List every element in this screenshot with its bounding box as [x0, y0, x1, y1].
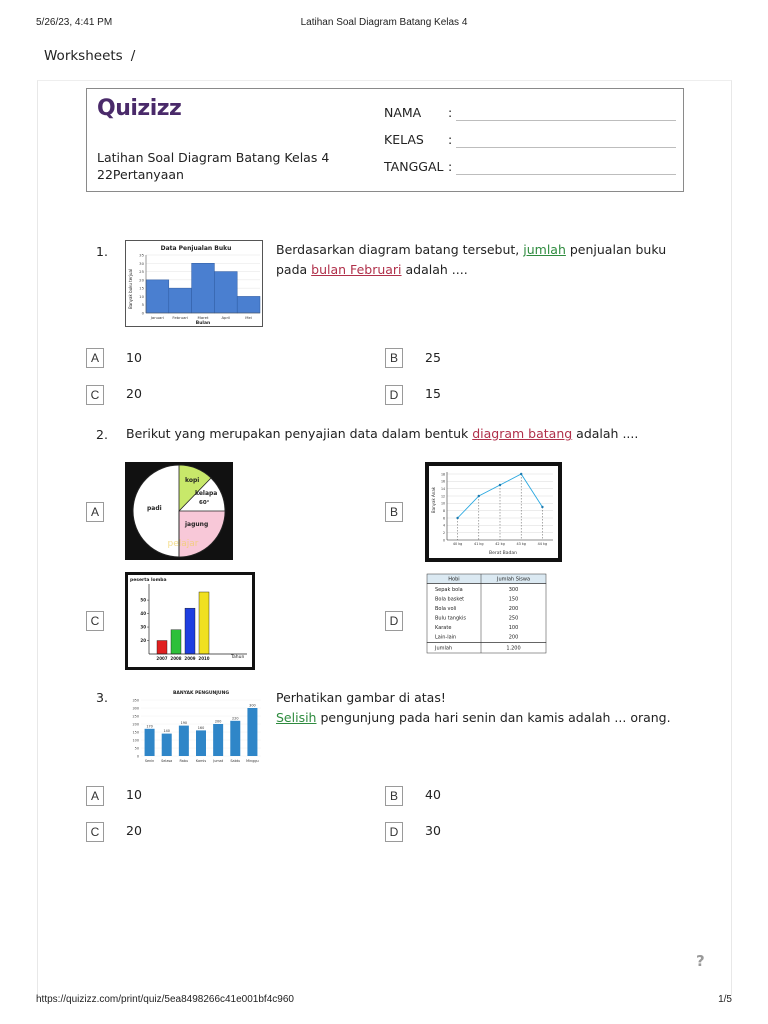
q1-chart-image: [125, 240, 263, 327]
q3-ytick-label: 300: [132, 706, 139, 711]
q1-ytick-label: 30: [139, 260, 144, 266]
print-header: [0, 17, 768, 31]
q2-line-ytick-label: 0: [442, 538, 445, 543]
q1-option-c-value: 20: [126, 386, 142, 401]
q3-ytick-label: 50: [134, 746, 139, 751]
q3-chart-title: BANYAK PENGUNJUNG: [172, 691, 230, 696]
q1-xtick-label: April: [221, 315, 231, 320]
q3-bar-value-label: 190: [180, 721, 188, 726]
q1-ytick-label: 5: [141, 302, 144, 308]
table-total-value: 1.200: [506, 645, 521, 652]
pie-watermark: pelajar: [167, 539, 199, 549]
name-colon: :: [448, 105, 453, 120]
q2-line-ylabel: Banyak Anak: [431, 486, 436, 514]
q3-xtick-label: Senin: [144, 759, 155, 763]
worksheet-info-box: [86, 88, 684, 192]
table-cell: Bola basket: [435, 596, 465, 603]
q3-xtick-label: Kamis: [195, 759, 207, 763]
name-line: [456, 120, 676, 121]
breadcrumb: [44, 48, 135, 64]
print-datetime: 5/26/23, 4:41 PM: [36, 17, 113, 28]
q3-highlight-selisih[interactable]: Selisih: [276, 710, 317, 725]
q2-line-xtick-label: 44 kg: [537, 542, 548, 546]
q1-xtick-label: Mei: [245, 315, 252, 320]
q3-option-c-value: 20: [126, 823, 142, 838]
pie-label-kopi: kopi: [185, 477, 200, 484]
q3-option-b-box[interactable]: B: [385, 786, 403, 806]
q3-ytick-label: 250: [132, 714, 139, 719]
q2-highlight-diagram-batang[interactable]: diagram batang: [472, 426, 573, 441]
q1-text-a: Berdasarkan diagram batang tersebut,: [276, 242, 524, 257]
q2-line-point: [478, 495, 480, 497]
q3-option-d-box[interactable]: D: [385, 822, 403, 842]
q2-line-xtick-label: 43 kg: [516, 542, 526, 546]
q1-option-a-box[interactable]: A: [86, 348, 104, 368]
q1-option-b-box[interactable]: B: [385, 348, 403, 368]
q3-option-a-value: 10: [126, 787, 142, 802]
q2-line-ytick-label: 18: [440, 472, 445, 477]
q3-xtick-label: Jumat: [213, 759, 224, 763]
q2-question-text: [126, 424, 686, 444]
q2-bar: [185, 608, 195, 654]
q2-option-d-table-image[interactable]: [425, 572, 549, 670]
q2-line-xtick-label: 41 kg: [474, 542, 484, 546]
q3-number: 3.: [96, 690, 108, 705]
q3-xtick-label: Minggu: [246, 759, 259, 763]
table-total-label: Jumlah: [435, 645, 453, 652]
q1-highlight-jumlah[interactable]: jumlah: [523, 242, 566, 257]
print-page-number: 1/5: [718, 994, 732, 1005]
q3-question-text: [276, 688, 686, 728]
q1-ytick-label: 0: [141, 310, 144, 316]
q1-bar: [192, 263, 215, 313]
q1-ytick-label: 20: [139, 277, 144, 283]
q1-option-c-box[interactable]: C: [86, 385, 104, 405]
q2-line-ytick-label: 12: [440, 494, 445, 499]
q1-chart-xlabel: Bulan: [195, 321, 211, 326]
q1-ytick-label: 35: [139, 252, 144, 258]
q2-line-point: [520, 473, 522, 475]
q2-line-xlabel: Berat Badan: [489, 551, 517, 556]
q2-bar-ytick-label: 30: [140, 624, 146, 630]
q1-ytick-label: 25: [139, 269, 144, 275]
table-header-cell: Jumlah Siswa: [496, 576, 531, 583]
q2-data-table: [425, 572, 549, 670]
q1-bar: [214, 272, 237, 313]
q2-option-a-box[interactable]: A: [86, 502, 104, 522]
q2-bar-ytick-label: 20: [140, 638, 146, 644]
q2-bar-xtick-label: 2008: [170, 656, 182, 661]
q3-option-d-value: 30: [425, 823, 441, 838]
q3-bar-value-label: 220: [232, 716, 239, 721]
print-url: https://quizizz.com/print/quiz/5ea8498266c41e001bf4c960: [36, 994, 294, 1005]
q1-bar: [169, 288, 192, 313]
q3-line2: [276, 708, 686, 728]
q3-bar: [196, 730, 206, 756]
q2-bar-xtick-label: 2009: [184, 656, 196, 661]
table-cell: Bulu tangkis: [435, 615, 467, 622]
q1-xtick-label: Februari: [172, 315, 189, 320]
q2-line-ytick-label: 6: [442, 516, 445, 521]
q2-line-point: [541, 506, 543, 508]
help-icon[interactable]: ?: [696, 952, 705, 970]
q2-line-ytick-label: 10: [440, 501, 445, 506]
q2-bar-xtick-label: 2007: [156, 656, 168, 661]
q3-bar-value-label: 170: [146, 724, 153, 729]
q3-xtick-label: Sabtu: [230, 759, 241, 763]
q1-option-d-box[interactable]: D: [385, 385, 403, 405]
q3-bar: [213, 724, 223, 756]
table-cell: Bola voli: [435, 606, 457, 612]
q2-option-c-bar-image[interactable]: [125, 572, 255, 670]
q3-line1: Perhatikan gambar di atas!: [276, 690, 446, 705]
q3-option-b-value: 40: [425, 787, 441, 802]
q2-option-c-box[interactable]: C: [86, 611, 104, 631]
q3-bar: [247, 708, 257, 756]
table-cell: 300: [508, 587, 519, 593]
q2-bar-ytick-label: 40: [140, 611, 146, 617]
q2-line-ytick-label: 14: [440, 486, 445, 491]
q2-text-b: adalah ....: [572, 426, 639, 441]
q2-bar: [171, 630, 181, 654]
q2-line-point: [456, 517, 458, 519]
date-field: [384, 159, 676, 177]
q1-number: 1.: [96, 244, 108, 259]
table-cell: Sepak bola: [435, 587, 463, 593]
breadcrumb-separator: /: [130, 48, 136, 64]
q2-line-ytick-label: 16: [440, 479, 445, 484]
name-label: NAMA: [384, 105, 422, 120]
q2-bar-chart: [125, 572, 255, 670]
q3-ytick-label: 200: [132, 722, 139, 727]
q3-ytick-label: 350: [132, 698, 139, 703]
class-colon: :: [448, 132, 453, 147]
q1-highlight-bulan-februari[interactable]: bulan Februari: [311, 262, 402, 277]
q3-bar: [162, 734, 172, 756]
pie-label-padi: padi: [147, 505, 162, 512]
date-colon: :: [448, 159, 453, 174]
table-cell: 250: [508, 615, 519, 622]
q3-ytick-label: 0: [136, 754, 139, 759]
q1-xtick-label: Maret: [197, 315, 209, 320]
q1-bar: [146, 280, 169, 313]
name-field: [384, 105, 676, 123]
q1-bar: [237, 296, 260, 313]
q3-text-b: pengunjung pada hari senin dan kamis adalah ... orang.: [316, 710, 671, 725]
q3-ytick-label: 100: [132, 738, 139, 743]
q2-pie-chart: [125, 462, 233, 560]
table-cell: 200: [508, 634, 519, 641]
table-cell: 200: [508, 606, 519, 612]
q3-xtick-label: Rabu: [179, 759, 189, 763]
quiz-title: Latihan Soal Diagram Batang Kelas 4: [97, 150, 330, 165]
q1-ytick-label: 15: [139, 285, 144, 291]
pie-label-angle: 60°: [199, 500, 210, 506]
q2-option-b-line-image[interactable]: [425, 462, 562, 562]
quizizz-logo: Quizizz: [97, 96, 182, 121]
q1-text-b: penjualan buku pada: [276, 242, 667, 277]
q3-bar-value-label: 140: [163, 729, 170, 734]
table-cell: 150: [508, 596, 519, 603]
date-line: [456, 174, 676, 175]
class-line: [456, 147, 676, 148]
q2-bar-xtick-label: 2010: [198, 656, 210, 661]
table-cell: Karate: [435, 625, 452, 631]
q2-option-a-pie-image[interactable]: [125, 462, 233, 560]
q1-ytick-label: 10: [139, 293, 144, 299]
date-label: TANGGAL: [384, 159, 444, 174]
q2-bar-ytick-label: 50: [140, 597, 146, 603]
q1-option-a-value: 10: [126, 350, 142, 365]
q1-chart-title: Data Penjualan Buku: [160, 245, 232, 252]
q2-text-a: Berikut yang merupakan penyajian data dalam bentuk: [126, 426, 473, 441]
q1-xtick-label: Januari: [150, 315, 165, 320]
q1-text-c: adalah ....: [401, 262, 468, 277]
q3-bar: [145, 729, 155, 756]
table-cell: Lain-lain: [435, 634, 457, 641]
q3-ytick-label: 150: [132, 730, 139, 735]
q2-line-chart: [425, 462, 562, 562]
q1-option-d-value: 15: [425, 386, 441, 401]
class-label: KELAS: [384, 132, 424, 147]
q2-bar-ylabel: peserta lomba: [130, 578, 167, 583]
q2-line-point: [499, 484, 501, 486]
q2-line-xtick-label: 40 kg: [452, 542, 463, 546]
print-doc-title: Latihan Soal Diagram Batang Kelas 4: [300, 17, 468, 28]
q3-bar-value-label: 200: [214, 719, 222, 724]
q3-bar: [230, 721, 240, 756]
q3-bar: [179, 726, 189, 756]
q1-chart-ylabel: Banyak buku terjual: [128, 268, 133, 310]
pie-label-jagung: jagung: [185, 521, 209, 528]
breadcrumb-worksheets-link[interactable]: Worksheets: [44, 48, 123, 64]
q3-bar-value-label: 160: [197, 725, 205, 730]
q2-bar: [157, 641, 167, 654]
q2-option-b-box[interactable]: B: [385, 502, 403, 522]
question-count: 22Pertanyaan: [97, 167, 184, 182]
q3-option-c-box[interactable]: C: [86, 822, 104, 842]
table-cell: 100: [508, 625, 519, 631]
q2-bar: [199, 592, 209, 654]
q3-bar-value-label: 300: [249, 703, 256, 708]
q1-option-b-value: 25: [425, 350, 441, 365]
q2-number: 2.: [96, 427, 108, 442]
q2-option-d-box[interactable]: D: [385, 611, 403, 631]
q3-chart-image: [125, 688, 265, 766]
q2-bar-xlabel: Tahun: [231, 655, 245, 660]
pie-label-kelapa: kelapa: [195, 490, 218, 497]
q3-option-a-box[interactable]: A: [86, 786, 104, 806]
q2-line-xtick-label: 42 kg: [495, 542, 505, 546]
q2-line-ytick-label: 4: [442, 523, 445, 528]
q3-xtick-label: Selasa: [161, 759, 173, 763]
q2-line-ytick-label: 2: [442, 530, 445, 535]
table-header-cell: Hobi: [448, 576, 460, 583]
q1-bar-chart: [126, 241, 262, 326]
q2-line-ytick-label: 8: [442, 508, 445, 513]
class-field: [384, 132, 676, 150]
q3-bar-chart: [125, 688, 265, 766]
q1-question-text: [276, 240, 676, 280]
